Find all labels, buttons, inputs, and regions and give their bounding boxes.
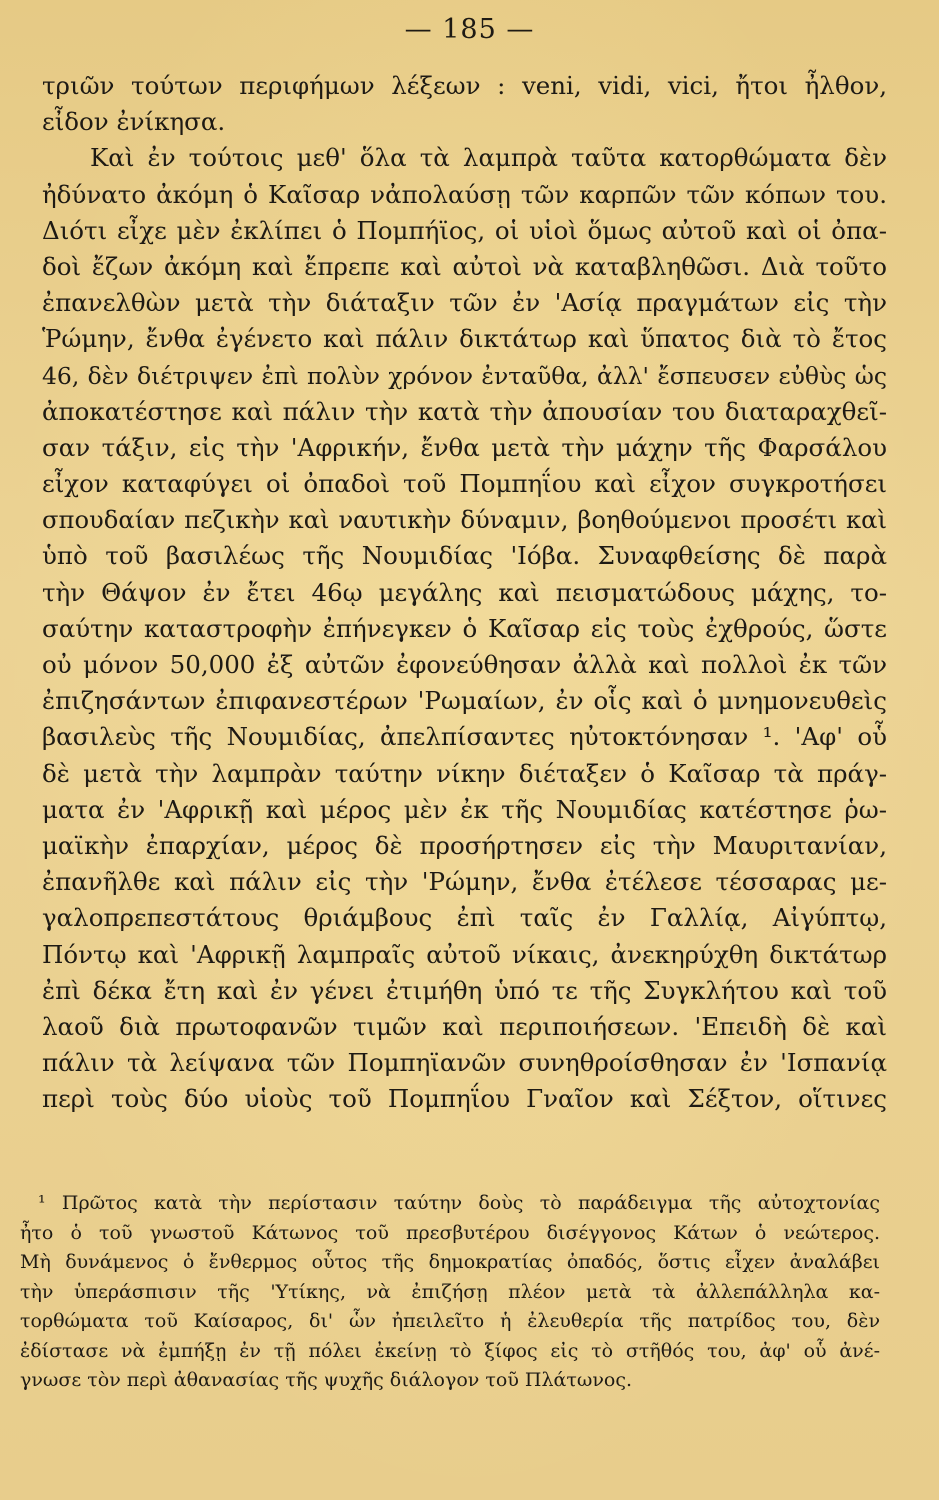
main-text-block xyxy=(42,68,887,1117)
footnote-line: ἦτο ὁ τοῦ γνωστοῦ Κάτωνος τοῦ πρεσβυτέρου δισέγγονος Κάτων ὁ νεώτερος. xyxy=(20,1221,880,1244)
text-line: Πόντῳ καὶ 'Αφρικῇ λαμπραῖς αὐτοῦ νίκαις, ἀνεκηρύχθη δικτάτωρ xyxy=(42,939,887,969)
text-line: Διότι εἶχε μὲν ἐκλίπει ὁ Πομπήϊος, οἱ υἱοὶ ὅμως αὐτοῦ καὶ οἱ ὀπα- xyxy=(42,215,887,245)
text-line: εἶχον καταφύγει οἱ ὀπαδοὶ τοῦ Πομπηΐου καὶ εἶχον συγκροτήσει xyxy=(42,469,887,499)
footnote-line: ¹ Πρῶτος κατὰ τὴν περίστασιν ταύτην δοὺς τὸ παράδειγμα τῆς αὐτοχτονίας xyxy=(38,1192,880,1214)
text-line: βασιλεὺς τῆς Νουμιδίας, ἀπελπίσαντες ηὐτοκτόνησαν ¹. 'Αφ' οὗ xyxy=(42,722,887,752)
text-line: ἠδύνατο ἀκόμη ὁ Καῖσαρ νἀπολαύσῃ τῶν καρπῶν τῶν κόπων του. xyxy=(42,179,887,209)
text-line: σαύτην καταστροφὴν ἐπήνεγκεν ὁ Καῖσαρ εἰς τοὺς ἐχθρούς, ὥστε xyxy=(42,613,887,643)
text-line: περὶ τοὺς δύο υἱοὺς τοῦ Πομπηΐου Γναῖον καὶ Σέξτον, οἵτινες xyxy=(42,1084,887,1114)
text-line: δὲ μετὰ τὴν λαμπρὰν ταύτην νίκην διέταξεν ὁ Καῖσαρ τὰ πράγ- xyxy=(42,758,887,788)
text-line: γαλοπρεπεστάτους θριάμβους ἐπὶ ταῖς ἐν Γαλλίᾳ, Αἰγύπτῳ, xyxy=(42,903,887,933)
text-line: εἶδον ἐνίκησα. xyxy=(42,107,226,137)
text-line: ἐπανῆλθε καὶ πάλιν εἰς τὴν 'Ρώμην, ἔνθα ἐτέλεσε τέσσαρας με- xyxy=(42,867,887,897)
text-line: μαϊκὴν ἐπαρχίαν, μέρος δὲ προσήρτησεν εἰς τὴν Μαυριτανίαν, xyxy=(42,830,887,860)
text-line: τὴν Θάψον ἐν ἔτει 46ῳ μεγάλης καὶ πεισματώδους μάχης, το- xyxy=(42,577,887,607)
footnote-line: γνωσε τὸν περὶ ἀθανασίας τῆς ψυχῆς διάλογον τοῦ Πλάτωνος. xyxy=(20,1369,633,1391)
text-line: ὑπὸ τοῦ βασιλέως τῆς Νουμιδίας 'Ιόβα. Συναφθείσης δὲ παρὰ xyxy=(42,541,887,571)
text-line: ἀποκατέστησε καὶ πάλιν τὴν κατὰ τὴν ἀπουσίαν του διαταραχθεῖ- xyxy=(42,396,887,426)
footnote-line: Μὴ δυνάμενος ὁ ἔνθερμος οὗτος τῆς δημοκρατίας ὀπαδός, ὅστις εἶχεν ἀναλάβει xyxy=(20,1251,880,1273)
text-line: δοὶ ἔζων ἀκόμη καὶ ἔπρεπε καὶ αὐτοὶ νὰ καταβληθῶσι. Διὰ τοῦτο xyxy=(42,251,887,281)
text-line: Καὶ ἐν τούτοις μεθ' ὅλα τὰ λαμπρὰ ταῦτα κατορθώματα δὲν xyxy=(90,143,887,173)
text-line: τριῶν τούτων περιφήμων λέξεων : veni, vidi, vici, ἤτοι ἦλθον, xyxy=(42,71,887,100)
text-line: λαοῦ διὰ πρωτοφανῶν τιμῶν καὶ περιποιήσεων. 'Επειδὴ δὲ καὶ xyxy=(42,1011,887,1041)
footnote-block xyxy=(20,1189,880,1396)
text-line: πάλιν τὰ λείψανα τῶν Πομπηϊανῶν συνηθροίσθησαν ἐν 'Ισπανίᾳ xyxy=(42,1048,887,1078)
text-line: ἐπὶ δέκα ἔτη καὶ ἐν γένει ἐτιμήθη ὑπό τε τῆς Συγκλήτου καὶ τοῦ xyxy=(42,975,887,1005)
text-line: ματα ἐν 'Αφρικῇ καὶ μέρος μὲν ἐκ τῆς Νουμιδίας κατέστησε ῥω- xyxy=(42,794,887,824)
text-line: Ῥώμην, ἔνθα ἐγένετο καὶ πάλιν δικτάτωρ καὶ ὕπατος διὰ τὸ ἔτος xyxy=(42,324,887,354)
text-line: σαν τάξιν, εἰς τὴν 'Αφρικήν, ἔνθα μετὰ τὴν μάχην τῆς Φαρσάλου xyxy=(42,432,887,462)
text-line: οὐ μόνον 50,000 ἐξ αὐτῶν ἐφονεύθησαν ἀλλὰ καὶ πολλοὶ ἐκ τῶν xyxy=(42,650,887,679)
text-line: σπουδαίαν πεζικὴν καὶ ναυτικὴν δύναμιν, βοηθούμενοι προσέτι καὶ xyxy=(42,506,887,535)
text-line: 46, δὲν διέτριψεν ἐπὶ πολὺν χρόνον ἐνταῦθα, ἀλλ' ἔσπευσεν εὐθὺς ὡς xyxy=(42,361,887,390)
footnote-line: τορθώματα τοῦ Καίσαρος, δι' ὧν ἠπειλεῖτο ἡ ἐλευθερία τῆς πατρίδος του, δὲν xyxy=(20,1310,880,1332)
footnote-line: ἐδίστασε νὰ ἐμπήξῃ ἐν τῇ πόλει ἐκείνῃ τὸ ξίφος εἰς τὸ στῆθός του, ἀφ' οὗ ἀνέ- xyxy=(20,1339,880,1362)
text-line: ἐπανελθὼν μετὰ τὴν διάταξιν τῶν ἐν 'Ασίᾳ πραγμάτων εἰς τὴν xyxy=(42,288,887,318)
page-number: — 185 — xyxy=(404,14,535,45)
footnote-line: τὴν ὑπεράσπισιν τῆς 'Υτίκης, νὰ ἐπιζήσῃ πλέον μετὰ τὰ ἀλλεπάλληλα κα- xyxy=(20,1280,880,1303)
text-line: ἐπιζησάντων ἐπιφανεστέρων 'Ρωμαίων, ἐν οἷς καὶ ὁ μνημονευθεὶς xyxy=(42,686,887,716)
